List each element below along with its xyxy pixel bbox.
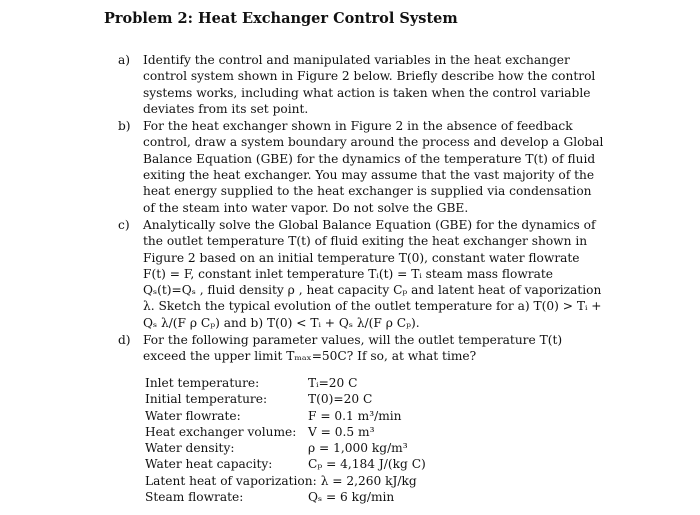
parameter-row [145, 456, 426, 472]
parameter-value: Qₛ = 6 kg/min [308, 490, 395, 505]
item-label: d) [118, 333, 131, 348]
question-item-a [118, 52, 604, 117]
item-text: For the heat exchanger shown in Figure 2 in the absence of feedback control, draw a system boundary around the process and develop a Global Balance Equation (GBE) for the dynamics of the temperature T(t) of fluid exiting the heat exchanger. You may assume that the vast majority of the heat energy supplied to the heat exchanger is supplied via condensation of the steam into water vapor. Do not solve the GBE. [143, 119, 604, 215]
parameter-row [145, 440, 426, 456]
parameter-row [145, 391, 426, 407]
parameter-value: Tᵢ=20 C [308, 376, 358, 390]
parameter-name: Initial temperature: [145, 392, 268, 407]
parameter-value: T(0)=20 C [308, 392, 373, 407]
parameter-name: Water flowrate: [145, 408, 241, 423]
parameter-name: Inlet temperature: [145, 376, 260, 390]
parameter-value: Cₚ = 4,184 J/(kg C) [308, 457, 426, 472]
parameter-value: F = 0.1 m³/min [308, 408, 402, 423]
question-list [118, 52, 604, 366]
parameter-table [145, 375, 426, 505]
parameter-name: Water density: [145, 441, 235, 456]
parameter-value: V = 0.5 m³ [308, 424, 375, 439]
parameter-value: λ = 2,260 kJ/kg [320, 473, 417, 488]
item-text: For the following parameter values, will the outlet temperature T(t) exceed the upper limit Tₘₐₓ=50C? If so, at what time? [143, 333, 563, 364]
parameter-name: Latent heat of vaporization: [145, 473, 317, 488]
parameter-row [145, 408, 426, 424]
parameter-row [145, 375, 426, 391]
parameter-row [145, 473, 426, 489]
item-text: Analytically solve the Global Balance Equation (GBE) for the dynamics of the outlet temperature T(t) of fluid exiting the heat exchanger shown in Figure 2 based on an initial temperature T(0), constant water flowrate F(t) = F, constant inlet temperature Tᵢ(t) = Tᵢ steam mass flowrate Qₛ(t)=Qₛ , fluid density ρ , heat capacity Cₚ and latent heat of vaporization λ. Sketch the typical evolution of the outlet temperature for a) T(0) > Tᵢ + Qₛ λ/(F ρ Cₚ) and b) T(0) < Tᵢ + Qₛ λ/(F ρ Cₚ). [143, 217, 602, 330]
item-label: a) [118, 53, 131, 67]
parameter-name: Heat exchanger volume: [145, 424, 297, 439]
parameter-row [145, 424, 426, 440]
parameter-name: Steam flowrate: [145, 490, 244, 505]
parameter-row [145, 489, 426, 505]
item-text: Identify the control and manipulated variables in the heat exchanger control system shown in Figure 2 below. Briefly describe how the control systems works, including what action is taken when the control variable deviates from its set point. [143, 53, 596, 116]
problem-title: Problem 2: Heat Exchanger Control System [104, 10, 458, 27]
item-label: c) [118, 217, 130, 232]
item-label: b) [118, 119, 131, 134]
question-item-b [118, 118, 604, 216]
question-item-d [118, 332, 604, 365]
parameter-name: Water heat capacity: [145, 457, 273, 472]
parameter-value: ρ = 1,000 kg/m³ [308, 441, 408, 456]
question-item-c [118, 217, 604, 331]
